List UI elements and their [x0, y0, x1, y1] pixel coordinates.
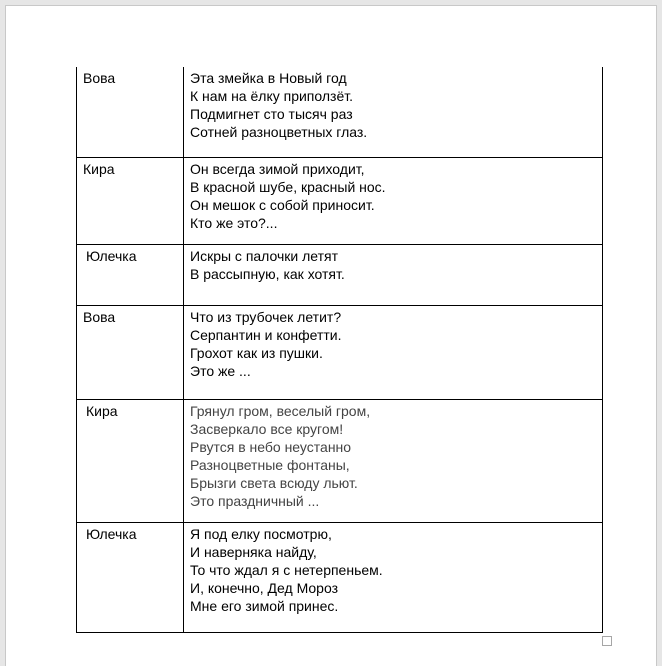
verse-line: Эта змейка в Новый год: [190, 70, 347, 86]
verse-cell[interactable]: [184, 400, 603, 523]
verse-line: То что ждал я с нетерпеньем.: [190, 562, 383, 578]
verse-line: В красной шубе, красный нос.: [190, 179, 386, 195]
verse-line: Кто же это?...: [190, 215, 278, 231]
verse-line: Разноцветные фонтаны,: [190, 457, 350, 473]
verse-cell[interactable]: [184, 158, 603, 245]
speaker-name: Кира: [86, 403, 118, 419]
speaker-name: Юлечка: [86, 248, 137, 264]
speaker-cell[interactable]: [77, 158, 184, 245]
verse-line: Он мешок с собой приносит.: [190, 197, 375, 213]
verse-line: И наверняка найду,: [190, 544, 317, 560]
table-row: [77, 400, 603, 523]
window-edge: [657, 0, 662, 648]
speaker-cell[interactable]: [77, 306, 184, 400]
verse-cell[interactable]: [184, 245, 603, 306]
speaker-cell[interactable]: [77, 523, 184, 633]
verse-line: Грянул гром, веселый гром,: [190, 403, 371, 419]
verse-line: Это же ...: [190, 363, 251, 379]
verse-line: И, конечно, Дед Мороз: [190, 580, 339, 596]
verse-line: Подмигнет сто тысяч раз: [190, 106, 353, 122]
speaker-cell[interactable]: [77, 245, 184, 306]
dialogue-table: [76, 67, 603, 633]
verse-line: Это праздничный ...: [190, 493, 320, 509]
speaker-name: Вова: [83, 309, 116, 325]
verse-line: Сотней разноцветных глаз.: [190, 124, 368, 140]
verse-line: Мне его зимой принес.: [190, 598, 339, 614]
speaker-name: Кира: [83, 161, 115, 177]
verse-line: Я под елку посмотрю,: [190, 526, 332, 542]
table-row: [77, 158, 603, 245]
verse-cell[interactable]: [184, 523, 603, 633]
speaker-name: Юлечка: [86, 526, 137, 542]
verse-line: К нам на ёлку приползёт.: [190, 88, 353, 104]
verse-line: Брызги света всюду льют.: [190, 475, 358, 491]
verse-line: Что из трубочек летит?: [190, 309, 342, 325]
verse-line: В рассыпную, как хотят.: [190, 266, 345, 282]
verse-line: Засверкало все кругом!: [190, 421, 344, 437]
speaker-cell[interactable]: [77, 400, 184, 523]
verse-cell[interactable]: [184, 306, 603, 400]
verse-line: Серпантин и конфетти.: [190, 327, 342, 343]
speaker-cell[interactable]: [77, 67, 184, 158]
table-row: [77, 306, 603, 400]
verse-line: Он всегда зимой приходит,: [190, 161, 365, 177]
verse-line: Рвутся в небо неустанно: [190, 439, 352, 455]
speaker-name: Вова: [83, 70, 116, 86]
table-row: [77, 245, 603, 306]
table-row: [77, 523, 603, 633]
verse-cell[interactable]: [184, 67, 603, 158]
verse-line: Грохот как из пушки.: [190, 345, 323, 361]
verse-line: Искры с палочки летят: [190, 248, 339, 264]
table-row: [77, 67, 603, 158]
table-resize-handle[interactable]: [602, 636, 612, 646]
